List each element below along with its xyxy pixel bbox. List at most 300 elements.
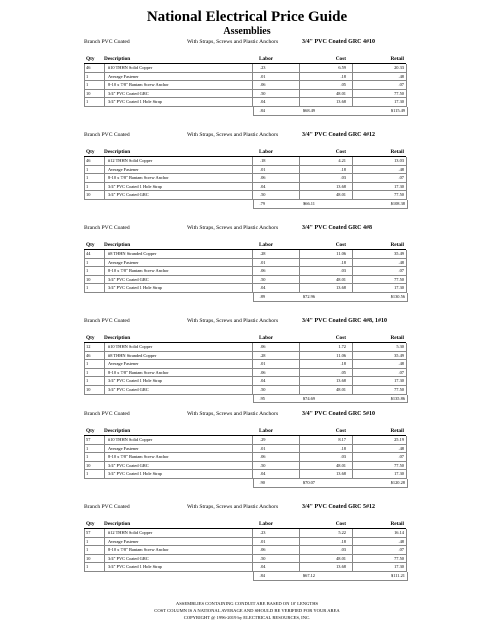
row-labor: .50 xyxy=(260,386,266,392)
row-cost: .18 xyxy=(340,166,346,172)
total-cost: $74.69 xyxy=(302,395,315,401)
row-cost: 48.01 xyxy=(336,192,346,198)
row-qty: 10 xyxy=(86,462,91,468)
total-labor: .84 xyxy=(259,107,265,113)
row-description: #12 THHN Solid Copper xyxy=(108,158,153,163)
row-cost: 13.68 xyxy=(336,378,346,384)
row-retail: 77.50 xyxy=(394,192,404,198)
total-cost: $70.07 xyxy=(302,479,315,485)
section-header xyxy=(0,130,494,148)
section-total-row xyxy=(253,107,408,116)
row-labor: .06 xyxy=(260,369,266,375)
total-cost: $67.12 xyxy=(302,572,315,578)
col-qty-header: Qty xyxy=(86,242,95,248)
line-items-table xyxy=(84,157,406,200)
row-qty: 57 xyxy=(86,530,91,535)
row-description: 3/4" PVC Coated 1 Hole Strap xyxy=(108,99,162,105)
total-retail: $108.38 xyxy=(390,200,405,206)
row-labor: .06 xyxy=(260,344,266,349)
table-row xyxy=(84,343,406,352)
col-retail-header: Retail xyxy=(390,521,404,527)
section-total-row xyxy=(253,200,408,209)
table-row xyxy=(84,462,406,471)
col-qty-header: Qty xyxy=(86,149,95,155)
row-cost: 11.06 xyxy=(336,251,346,256)
row-qty: 1 xyxy=(86,99,89,105)
section-header xyxy=(0,502,494,520)
grid-line xyxy=(252,64,253,107)
row-labor: .04 xyxy=(260,183,266,189)
row-description: 3/4" PVC Coated GRC xyxy=(108,386,149,392)
table-row xyxy=(84,174,406,183)
section-category: Branch PVC Coated xyxy=(84,504,130,510)
total-cost: $66.11 xyxy=(303,200,315,206)
row-qty: 57 xyxy=(86,437,91,442)
row-labor: .23 xyxy=(260,65,266,70)
grid-line xyxy=(299,157,300,200)
col-cost-header: Cost xyxy=(335,428,346,434)
col-qty-header: Qty xyxy=(86,428,95,434)
row-labor: .50 xyxy=(260,192,266,198)
section-code: 3/4" PVC Coated GRC 4#8 xyxy=(302,225,372,231)
col-cost-header: Cost xyxy=(335,149,346,155)
row-labor: .04 xyxy=(260,564,266,570)
row-description: Average Fastener xyxy=(108,445,139,451)
section-code: 3/4" PVC Coated GRC 5#12 xyxy=(302,504,375,510)
section-total-row xyxy=(253,395,408,404)
row-description: Average Fastener xyxy=(108,361,139,367)
row-qty: 46 xyxy=(86,158,91,163)
row-labor: .28 xyxy=(260,352,266,358)
row-qty: 1 xyxy=(86,547,89,553)
row-labor: .04 xyxy=(260,99,266,105)
row-retail: .07 xyxy=(398,268,404,274)
col-description-header: Description xyxy=(104,242,131,248)
table-row xyxy=(84,377,406,386)
row-retail: .07 xyxy=(398,82,404,88)
table-row xyxy=(84,64,406,73)
grid-line xyxy=(352,436,353,479)
footer-line: COST COLUMN IS A NATIONAL AVERAGE AND SHOULD BE VERIFIED FOR YOUR AREA xyxy=(154,608,340,614)
grid-line xyxy=(104,250,105,293)
row-cost: .05 xyxy=(340,82,346,88)
column-header-row xyxy=(84,520,406,529)
grid-line xyxy=(252,343,253,395)
row-retail: 17.30 xyxy=(394,183,404,189)
row-cost: 4.21 xyxy=(338,158,346,163)
table-row xyxy=(84,546,406,555)
row-labor: .04 xyxy=(260,378,266,384)
total-retail: $115.49 xyxy=(390,107,405,113)
row-cost: 48.01 xyxy=(336,386,346,392)
total-labor: .84 xyxy=(259,572,265,578)
table-row xyxy=(84,276,406,285)
row-labor: .01 xyxy=(260,166,266,172)
row-retail: 17.30 xyxy=(394,378,404,384)
section-header xyxy=(0,409,494,427)
row-retail: .48 xyxy=(398,259,404,265)
row-labor: .01 xyxy=(260,73,266,79)
table-row xyxy=(84,470,406,479)
row-description: Average Fastener xyxy=(108,538,139,544)
row-cost: 48.01 xyxy=(336,90,346,96)
row-retail: .48 xyxy=(398,73,404,79)
grid-line xyxy=(406,64,407,107)
row-retail: 77.50 xyxy=(394,276,404,282)
table-row xyxy=(84,555,406,564)
row-retail: .48 xyxy=(398,361,404,367)
grid-line xyxy=(299,64,300,107)
row-description: 3/4" PVC Coated 1 Hole Strap xyxy=(108,285,162,291)
row-cost: .18 xyxy=(340,361,346,367)
row-description: 8-10 x 7/8" Bantam Screw Anchor xyxy=(108,268,169,274)
row-description: 3/4" PVC Coated GRC xyxy=(108,555,149,561)
section-description: With Straps, Screws and Plastic Anchors xyxy=(187,318,279,324)
col-labor-header: Labor xyxy=(259,242,274,248)
row-description: 3/4" PVC Coated GRC xyxy=(108,462,149,468)
row-labor: .06 xyxy=(260,454,266,460)
row-labor: .04 xyxy=(260,471,266,477)
row-qty: 1 xyxy=(86,564,89,570)
grid-line xyxy=(299,529,300,572)
section-header xyxy=(0,316,494,334)
grid-line xyxy=(406,343,407,395)
row-labor: .01 xyxy=(260,361,266,367)
table-row xyxy=(84,563,406,572)
row-labor: .50 xyxy=(260,555,266,561)
total-retail: $111.21 xyxy=(391,572,405,578)
column-header-row xyxy=(84,55,406,64)
total-retail: $120.28 xyxy=(390,479,405,485)
page-subtitle: Assemblies xyxy=(223,26,271,37)
col-retail-header: Retail xyxy=(390,335,404,341)
col-labor-header: Labor xyxy=(259,335,274,341)
table-row xyxy=(84,191,406,200)
col-retail-header: Retail xyxy=(390,56,404,62)
col-description-header: Description xyxy=(104,56,131,62)
row-description: 8-10 x 7/8" Bantam Screw Anchor xyxy=(108,175,169,181)
grid-line xyxy=(252,529,253,572)
col-labor-header: Labor xyxy=(259,149,274,155)
table-row xyxy=(84,81,406,90)
row-description: 3/4" PVC Coated 1 Hole Strap xyxy=(108,378,162,384)
section-description: With Straps, Screws and Plastic Anchors xyxy=(187,411,279,417)
row-cost: 13.68 xyxy=(336,99,346,105)
section-description: With Straps, Screws and Plastic Anchors xyxy=(187,504,279,510)
row-cost: .03 xyxy=(340,175,346,181)
col-qty-header: Qty xyxy=(86,521,95,527)
section-category: Branch PVC Coated xyxy=(84,39,130,45)
section-category: Branch PVC Coated xyxy=(84,225,130,231)
row-qty: 1 xyxy=(86,175,89,181)
footer-notes xyxy=(0,600,494,622)
grid-line xyxy=(406,250,407,293)
section-description: With Straps, Screws and Plastic Anchors xyxy=(187,225,279,231)
grid-line xyxy=(352,64,353,107)
total-labor: .89 xyxy=(259,293,265,299)
row-retail: .07 xyxy=(398,369,404,375)
section-category: Branch PVC Coated xyxy=(84,318,130,324)
line-items-table xyxy=(84,343,406,395)
row-qty: 1 xyxy=(86,73,89,79)
row-labor: .50 xyxy=(260,90,266,96)
table-row xyxy=(84,183,406,192)
table-row xyxy=(84,352,406,361)
row-cost: 48.01 xyxy=(336,555,346,561)
row-description: #10 THHN Solid Copper xyxy=(108,65,153,70)
row-qty: 12 xyxy=(86,344,91,349)
row-description: 3/4" PVC Coated GRC xyxy=(108,276,149,282)
grid-line xyxy=(406,436,407,479)
section-total-row xyxy=(253,479,408,488)
row-cost: 48.01 xyxy=(336,462,346,468)
section-code: 3/4" PVC Coated GRC 4#12 xyxy=(302,132,375,138)
row-cost: 48.01 xyxy=(336,276,346,282)
row-description: #10 THHN Solid Copper xyxy=(108,344,153,349)
row-description: 8-10 x 7/8" Bantam Screw Anchor xyxy=(108,369,169,375)
table-row xyxy=(84,445,406,454)
row-cost: 6.59 xyxy=(338,65,346,70)
row-retail: 16.14 xyxy=(394,530,404,535)
assembly-section xyxy=(0,223,494,316)
row-retail: 17.30 xyxy=(394,471,404,477)
table-row xyxy=(84,98,406,107)
table-row xyxy=(84,157,406,166)
page-title: National Electrical Price Guide xyxy=(146,9,348,25)
row-qty: 10 xyxy=(86,386,91,392)
col-description-header: Description xyxy=(104,428,131,434)
row-retail: 17.30 xyxy=(394,99,404,105)
col-description-header: Description xyxy=(104,521,131,527)
col-description-header: Description xyxy=(104,335,131,341)
table-row xyxy=(84,250,406,259)
row-labor: .50 xyxy=(260,462,266,468)
col-retail-header: Retail xyxy=(390,242,404,248)
row-cost: .03 xyxy=(340,454,346,460)
grid-line xyxy=(104,343,105,395)
row-qty: 1 xyxy=(86,445,89,451)
column-header-row xyxy=(84,334,406,343)
total-retail: $130.56 xyxy=(390,293,405,299)
row-description: Average Fastener xyxy=(108,166,139,172)
grid-line xyxy=(352,529,353,572)
column-header-row xyxy=(84,241,406,250)
row-labor: .06 xyxy=(260,82,266,88)
col-qty-header: Qty xyxy=(86,56,95,62)
table-row xyxy=(84,369,406,378)
row-labor: .01 xyxy=(260,538,266,544)
assembly-sections xyxy=(0,37,494,595)
row-description: Average Fastener xyxy=(108,259,139,265)
row-cost: 11.06 xyxy=(336,352,346,358)
row-retail: 77.50 xyxy=(394,386,404,392)
grid-line xyxy=(299,343,300,395)
table-row xyxy=(84,453,406,462)
row-retail: 25.19 xyxy=(394,437,404,442)
row-qty: 46 xyxy=(86,65,91,70)
section-category: Branch PVC Coated xyxy=(84,411,130,417)
grid-line xyxy=(84,157,85,200)
grid-line xyxy=(352,157,353,200)
col-labor-header: Labor xyxy=(259,428,274,434)
row-retail: 17.30 xyxy=(394,285,404,291)
row-labor: .28 xyxy=(260,251,266,256)
row-labor: .18 xyxy=(260,158,266,163)
row-qty: 1 xyxy=(86,378,89,384)
grid-line xyxy=(299,250,300,293)
grid-line xyxy=(104,529,105,572)
column-header-row xyxy=(84,427,406,436)
section-code: 3/4" PVC Coated GRC 5#10 xyxy=(302,411,375,417)
table-row xyxy=(84,166,406,175)
line-items-table xyxy=(84,64,406,107)
grid-line xyxy=(84,343,85,395)
row-description: 3/4" PVC Coated 1 Hole Strap xyxy=(108,183,162,189)
grid-line xyxy=(104,436,105,479)
row-cost: .05 xyxy=(340,369,346,375)
row-cost: .03 xyxy=(340,547,346,553)
col-retail-header: Retail xyxy=(390,149,404,155)
row-qty: 1 xyxy=(86,369,89,375)
row-retail: 77.50 xyxy=(394,462,404,468)
row-cost: .18 xyxy=(340,445,346,451)
row-retail: 77.50 xyxy=(394,555,404,561)
table-row xyxy=(84,90,406,99)
col-description-header: Description xyxy=(104,149,131,155)
table-row xyxy=(84,529,406,538)
row-cost: .18 xyxy=(340,259,346,265)
row-labor: .01 xyxy=(260,259,266,265)
footer-line: ASSEMBLIES CONTAINING CONDUIT ARE BASED ON 10' LENGTHS xyxy=(175,601,319,606)
section-total-row xyxy=(253,293,408,302)
row-description: #12 THHN Solid Copper xyxy=(108,530,153,535)
row-description: 8-10 x 7/8" Bantam Screw Anchor xyxy=(108,82,169,88)
total-cost: $68.49 xyxy=(302,107,315,113)
section-header xyxy=(0,223,494,241)
total-labor: .95 xyxy=(259,395,265,401)
assembly-section xyxy=(0,130,494,223)
row-qty: 10 xyxy=(86,276,91,282)
col-cost-header: Cost xyxy=(335,242,346,248)
row-qty: 46 xyxy=(86,352,91,358)
section-header xyxy=(0,37,494,55)
grid-line xyxy=(252,250,253,293)
section-code: 3/4" PVC Coated GRC 4#8, 1#10 xyxy=(302,318,387,324)
assembly-section xyxy=(0,409,494,502)
col-retail-header: Retail xyxy=(390,428,404,434)
row-qty: 10 xyxy=(86,192,91,198)
assembly-section xyxy=(0,37,494,130)
grid-line xyxy=(84,436,85,479)
row-retail: 5.30 xyxy=(396,344,404,349)
total-labor: .90 xyxy=(259,479,265,485)
row-qty: 10 xyxy=(86,90,91,96)
row-retail: .48 xyxy=(398,445,404,451)
section-code: 3/4" PVC Coated GRC 4#10 xyxy=(302,39,375,45)
row-retail: .48 xyxy=(398,166,404,172)
section-description: With Straps, Screws and Plastic Anchors xyxy=(187,39,279,45)
grid-line xyxy=(352,343,353,395)
row-description: 3/4" PVC Coated GRC xyxy=(108,192,149,198)
grid-line xyxy=(104,64,105,107)
row-qty: 1 xyxy=(86,166,89,172)
table-row xyxy=(84,267,406,276)
col-cost-header: Cost xyxy=(335,521,346,527)
row-retail: 20.33 xyxy=(394,65,404,70)
row-cost: 8.17 xyxy=(338,437,346,442)
row-labor: .23 xyxy=(260,530,266,535)
row-qty: 1 xyxy=(86,361,89,367)
total-cost: $72.96 xyxy=(302,293,315,299)
row-labor: .06 xyxy=(260,268,266,274)
grid-line xyxy=(252,436,253,479)
col-labor-header: Labor xyxy=(259,56,274,62)
row-labor: .50 xyxy=(260,276,266,282)
section-description: With Straps, Screws and Plastic Anchors xyxy=(187,132,279,138)
row-cost: 13.68 xyxy=(336,183,346,189)
footer-line: COPYRIGHT @ 1996-2019 by ELECTRICAL RESOURCES, INC. xyxy=(183,615,311,621)
row-description: 3/4" PVC Coated 1 Hole Strap xyxy=(108,564,162,570)
row-labor: .04 xyxy=(260,285,266,291)
total-labor: .79 xyxy=(259,200,265,206)
table-row xyxy=(84,538,406,547)
row-qty: 1 xyxy=(86,82,89,88)
row-description: #8 THHN Stranded Copper xyxy=(108,352,157,358)
row-description: 3/4" PVC Coated GRC xyxy=(108,90,149,96)
col-qty-header: Qty xyxy=(86,335,95,341)
table-row xyxy=(84,386,406,395)
row-labor: .06 xyxy=(260,547,266,553)
row-retail: .07 xyxy=(398,547,404,553)
col-cost-header: Cost xyxy=(335,56,346,62)
row-description: #8 THHN Stranded Copper xyxy=(108,251,157,256)
assembly-section xyxy=(0,502,494,595)
table-row xyxy=(84,284,406,293)
table-row xyxy=(84,360,406,369)
row-description: Average Fastener xyxy=(108,73,139,79)
row-retail: 17.30 xyxy=(394,564,404,570)
row-qty: 44 xyxy=(86,251,91,256)
row-qty: 1 xyxy=(86,285,89,291)
row-cost: 13.68 xyxy=(336,564,346,570)
row-description: 8-10 x 7/8" Bantam Screw Anchor xyxy=(108,547,169,553)
row-cost: .18 xyxy=(340,538,346,544)
line-items-table xyxy=(84,250,406,293)
table-row xyxy=(84,436,406,445)
total-retail: $135.86 xyxy=(390,395,405,401)
grid-line xyxy=(84,64,85,107)
column-header-row xyxy=(84,148,406,157)
col-cost-header: Cost xyxy=(335,335,346,341)
grid-line xyxy=(104,157,105,200)
assembly-section xyxy=(0,316,494,409)
grid-line xyxy=(84,529,85,572)
row-description: 3/4" PVC Coated 1 Hole Strap xyxy=(108,471,162,477)
table-row xyxy=(84,259,406,268)
row-qty: 1 xyxy=(86,183,89,189)
row-qty: 10 xyxy=(86,555,91,561)
row-qty: 1 xyxy=(86,259,89,265)
row-retail: .07 xyxy=(398,175,404,181)
row-retail: .07 xyxy=(398,454,404,460)
grid-line xyxy=(406,157,407,200)
row-retail: 35.49 xyxy=(394,251,404,256)
grid-line xyxy=(352,250,353,293)
row-labor: .29 xyxy=(260,437,266,442)
row-cost: .18 xyxy=(340,73,346,79)
row-cost: .03 xyxy=(340,268,346,274)
row-description: #10 THHN Solid Copper xyxy=(108,437,153,442)
